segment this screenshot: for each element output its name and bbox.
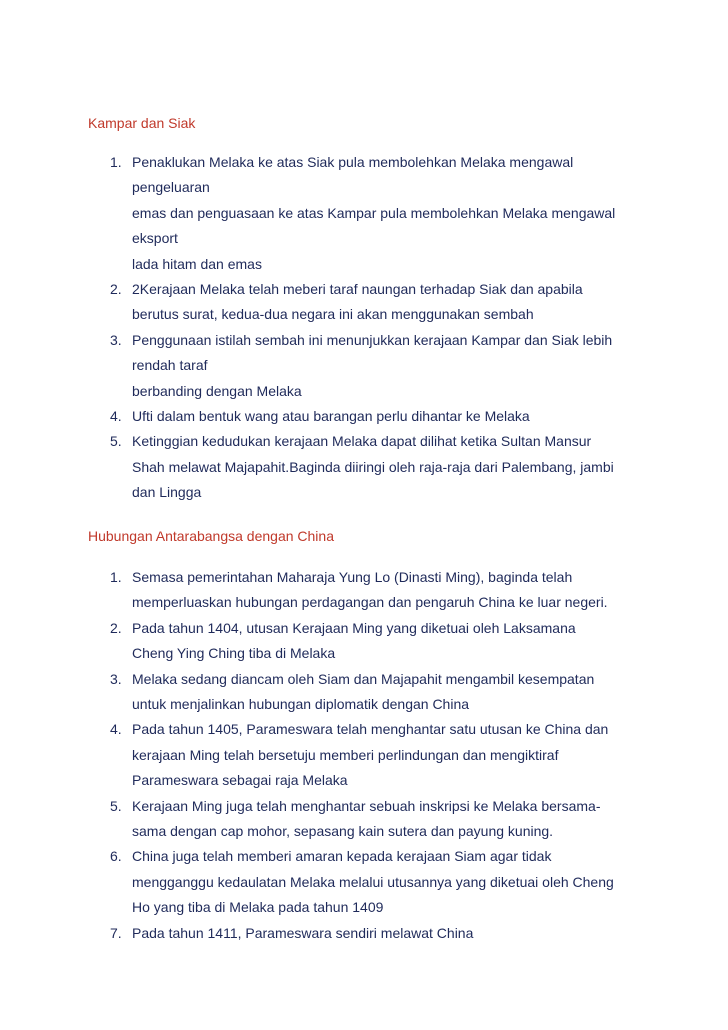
item-text-line: Kerajaan Ming juga telah menghantar sebuah inskripsi ke Melaka bersama- [132,797,601,814]
item-text-line: Parameswara sebagai raja Melaka [132,772,348,789]
item-number: 2. [110,281,122,298]
item-text-line: mengganggu kedaulatan Melaka melalui utusannya yang diketuai oleh Cheng [132,873,614,890]
item-text-line: Pada tahun 1411, Parameswara sendiri melawat China [132,924,474,941]
list-item [0,616,614,667]
item-number: 5. [110,797,122,814]
list-item [0,150,615,277]
list-hubungan-china [0,565,614,946]
list-item [0,667,614,718]
item-number: 1. [110,154,122,170]
item-text-line: Ufti dalam bentuk wang atau barangan perlu dihantar ke Melaka [132,408,530,425]
item-text-line: Shah melawat Majapahit.Baginda diiringi oleh raja-raja dari Palembang, jambi [132,458,614,475]
item-number: 7. [110,924,122,941]
item-text-line: Ketinggian kedudukan kerajaan Melaka dapat dilihat ketika Sultan Mansur [132,433,592,450]
item-text-line: Penggunaan istilah sembah ini menunjukkan kerajaan Kampar dan Siak lebih [132,331,613,348]
list-item [0,429,615,505]
item-text-line: eksport [132,230,178,247]
list-item [0,794,614,845]
item-text-line: pengeluaran [132,179,210,196]
item-text-line: berutus surat, kedua-dua negara ini akan menggunakan sembah [132,306,534,323]
item-number: 1. [110,569,122,585]
list-kampar-siak [0,150,615,506]
item-text-line: memperluaskan hubungan perdagangan dan pengaruh China ke luar negeri. [132,594,608,611]
item-text-line: rendah taraf [132,357,208,374]
item-number: 3. [110,670,122,687]
item-text-line: berbanding dengan Melaka [132,382,302,399]
section-heading-hubungan-china: Hubungan Antarabangsa dengan China [88,528,334,544]
section-heading-kampar-siak: Kampar dan Siak [88,115,196,131]
list-item [0,277,615,328]
list-item [0,328,615,404]
item-text-line: Melaka sedang diancam oleh Siam dan Majapahit mengambil kesempatan [132,670,595,687]
item-number: 5. [110,433,122,450]
item-number: 3. [110,331,122,348]
item-text-line: emas dan penguasaan ke atas Kampar pula membolehkan Melaka mengawal [132,204,616,221]
item-text-line: 2Kerajaan Melaka telah meberi taraf naungan terhadap Siak dan apabila [132,281,583,298]
item-text-line: China juga telah memberi amaran kepada kerajaan Siam agar tidak [132,848,552,865]
item-number: 6. [110,848,122,865]
item-text-line: Semasa pemerintahan Maharaja Yung Lo (Dinasti Ming), baginda telah [132,569,573,585]
list-item [0,844,614,920]
item-text-line: lada hitam dan emas [132,255,262,272]
item-text-line: Pada tahun 1405, Parameswara telah menghantar satu utusan ke China dan [132,721,609,738]
item-number: 4. [110,721,122,738]
list-item [0,921,614,946]
item-text-line: Cheng Ying Ching tiba di Melaka [132,645,336,662]
item-text-line: sama dengan cap mohor, sepasang kain sutera dan payung kuning. [132,823,554,840]
item-text-line: Penaklukan Melaka ke atas Siak pula membolehkan Melaka mengawal [132,154,574,170]
item-text-line: untuk menjalinkan hubungan diplomatik dengan China [132,696,470,713]
list-item [0,565,614,616]
item-text-line: kerajaan Ming telah bersetuju memberi perlindungan dan mengiktiraf [132,746,559,763]
item-number: 2. [110,619,122,636]
item-text-line: dan Lingga [132,484,202,501]
item-text-line: Pada tahun 1404, utusan Kerajaan Ming yang diketuai oleh Laksamana [132,619,576,636]
list-item [0,404,615,429]
list-item [0,717,614,793]
item-text-line: Ho yang tiba di Melaka pada tahun 1409 [132,899,384,916]
item-number: 4. [110,408,122,425]
